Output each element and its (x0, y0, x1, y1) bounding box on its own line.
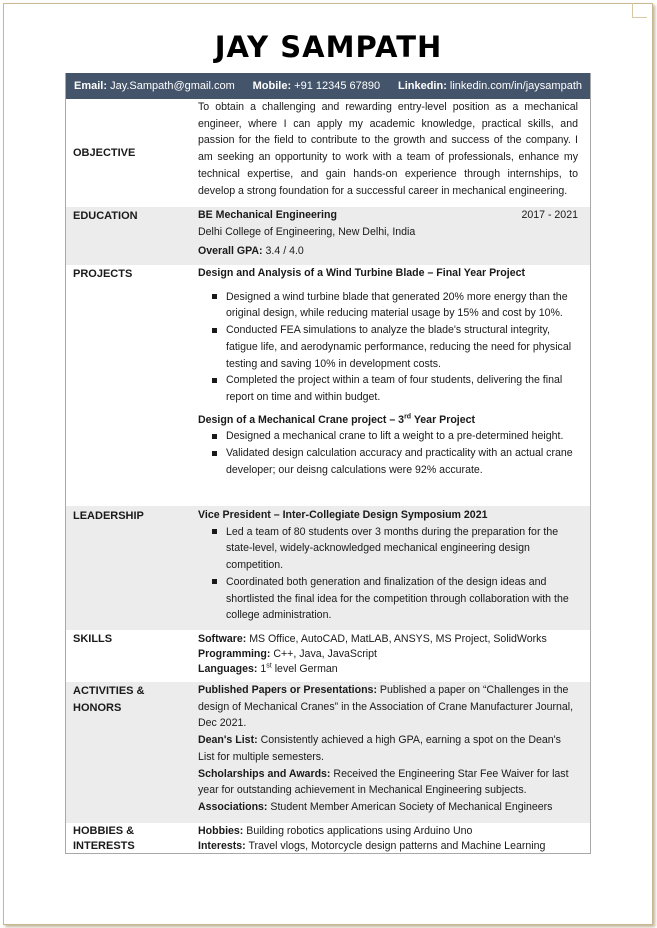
email-label: Email: (74, 79, 108, 92)
linkedin-value[interactable]: linkedin.com/in/jaysampath (449, 79, 582, 92)
gpa-line (198, 243, 578, 260)
hobbies-label: Hobbies: (198, 825, 244, 837)
associations-entry (198, 799, 578, 816)
degree: BE Mechanical Engineering (198, 209, 337, 221)
linkedin-label: Linkedin: (397, 79, 447, 92)
list-item: Designed a mechanical crane to lift a weight to a pre-determined height. (198, 428, 578, 445)
software-value: MS Office, AutoCAD, MatLAB, ANSYS, MS Project, SolidWorks (246, 633, 547, 645)
objective-text: To obtain a challenging and rewarding entry-level position as a mechanical engineer, where I can apply my academic knowledge, practical skills, and passion for the field to contribute to the growth and success of the company. I am seeking an opportunity to work with a team of professionals, enhance my technical expertise, and gain hands-on experience through internships, to develop a strong foundation for a successful career in mechanical engineering. (198, 101, 578, 197)
section-label-objective: OBJECTIVE (73, 147, 136, 159)
education-section (66, 207, 590, 265)
email-item (74, 78, 235, 95)
section-label-hobbies: HOBBIES & INTERESTS (73, 825, 135, 852)
languages-label: Languages: (198, 663, 258, 675)
software-line (198, 632, 578, 647)
projects-section (66, 265, 590, 506)
leadership-bullets (198, 524, 578, 624)
leadership-content (198, 506, 578, 630)
associations-value: Student Member American Society of Mechanical Engineers (267, 800, 553, 813)
project-2-title-suffix: Year Project (411, 413, 476, 426)
papers-label: Published Papers or Presentations: (198, 684, 377, 696)
papers-value: Published a paper on “Challenges in the design of Mechanical Cranes” in the Association of Crane Manufacturer Journal, Dec 2021. (198, 684, 574, 730)
mobile-value: +91 12345 67890 (294, 79, 381, 92)
list-item: Coordinated both generation and finalization of the design ideas and shortlisted the final idea for the competition through collaboration with the college administration. (198, 574, 578, 624)
deans-label: Dean's List: (198, 734, 258, 747)
papers-entry (198, 682, 578, 732)
leadership-section (66, 506, 590, 630)
gpa-value: 3.4 / 4.0 (265, 245, 304, 258)
resume-table (65, 73, 591, 854)
section-label-skills: SKILLS (73, 633, 113, 645)
corner-mark (632, 3, 647, 18)
associations-label: Associations: (198, 800, 268, 813)
skills-section (66, 630, 590, 682)
interests-label: Interests: (198, 840, 246, 852)
project-1-title: Design and Analysis of a Wind Turbine Blade – Final Year Project (198, 267, 526, 279)
list-item: Completed the project within a team of four students, delivering the final report on time and within budget. (198, 372, 578, 405)
education-content (198, 207, 578, 265)
activities-section (66, 682, 590, 823)
activities-label-line2: HONORS (73, 701, 122, 714)
section-label-education: EDUCATION (73, 210, 138, 222)
project-2-bullets (198, 428, 578, 478)
list-item: Led a team of 80 students over 3 months during the preparation for the state-level, widely-acknowledged mechanical engineering design competition. (198, 524, 578, 574)
section-label-projects: PROJECTS (73, 268, 133, 280)
leadership-title: Vice President – Inter-Collegiate Design Symposium 2021 (198, 509, 488, 521)
languages-value: 1 (257, 663, 267, 675)
section-label-leadership: LEADERSHIP (73, 510, 144, 522)
activities-label-line1: ACTIVITIES & (73, 685, 145, 697)
programming-line (198, 647, 578, 662)
linkedin-item (398, 78, 582, 95)
hobbies-section (66, 823, 590, 853)
candidate-name: JAY SAMPATH (214, 30, 443, 64)
interests-value: Travel vlogs, Motorcycle design patterns and Machine Learning (245, 840, 546, 852)
list-item: Designed a wind turbine blade that generated 20% more energy than the original design, while reducing material usage by 15% and cost by 10%. (198, 289, 578, 322)
mobile-label: Mobile: (252, 79, 292, 92)
hobbies-content (198, 823, 578, 853)
section-label-activities (66, 682, 198, 823)
scholarships-label: Scholarships and Awards: (198, 767, 331, 780)
languages-line (198, 662, 578, 677)
languages-sup: st (266, 662, 272, 670)
languages-suffix: level German (271, 663, 338, 675)
project-2-title-sup: rd (404, 413, 412, 421)
gpa-label: Overall GPA: (198, 245, 263, 258)
software-label: Software: (198, 633, 247, 645)
interests-line (198, 839, 578, 854)
programming-value: C++, Java, JavaScript (270, 648, 377, 660)
project-1-bullets (198, 289, 578, 406)
hobbies-value: Building robotics applications using Arduino Uno (243, 825, 473, 837)
mobile-item (253, 78, 381, 95)
deans-entry (198, 732, 578, 765)
programming-label: Programming: (198, 648, 271, 660)
list-item: Validated design calculation accuracy and practicality with an actual crane developer; our deisng calculations were 92% accurate. (198, 445, 578, 478)
projects-content (198, 265, 578, 506)
email-value[interactable]: Jay.Sampath@gmail.com (110, 79, 235, 92)
project-2-title (198, 412, 578, 429)
hobbies-line (198, 824, 578, 839)
scholarships-entry (198, 766, 578, 799)
scholarships-value: Received the Engineering Star Fee Waiver for last year for outstanding achievement in Mechanical Engineering subjects. (198, 767, 569, 797)
objective-section (66, 99, 590, 207)
activities-content (198, 682, 578, 823)
college: Delhi College of Engineering, New Delhi, India (198, 225, 416, 238)
education-years: 2017 - 2021 (521, 209, 578, 221)
skills-content (198, 630, 578, 682)
list-item: Conducted FEA simulations to analyze the blade's structural integrity, fatigue life, and aerodynamic performance, reducing the need for physical testing and saving 10% in development costs. (198, 322, 578, 372)
deans-value: Consistently achieved a high GPA, earning a spot on the Dean's List for multiple semesters. (198, 734, 561, 763)
contact-bar (66, 73, 590, 99)
project-2-title-text: Design of a Mechanical Crane project – 3 (198, 413, 405, 426)
degree-line (198, 207, 578, 224)
